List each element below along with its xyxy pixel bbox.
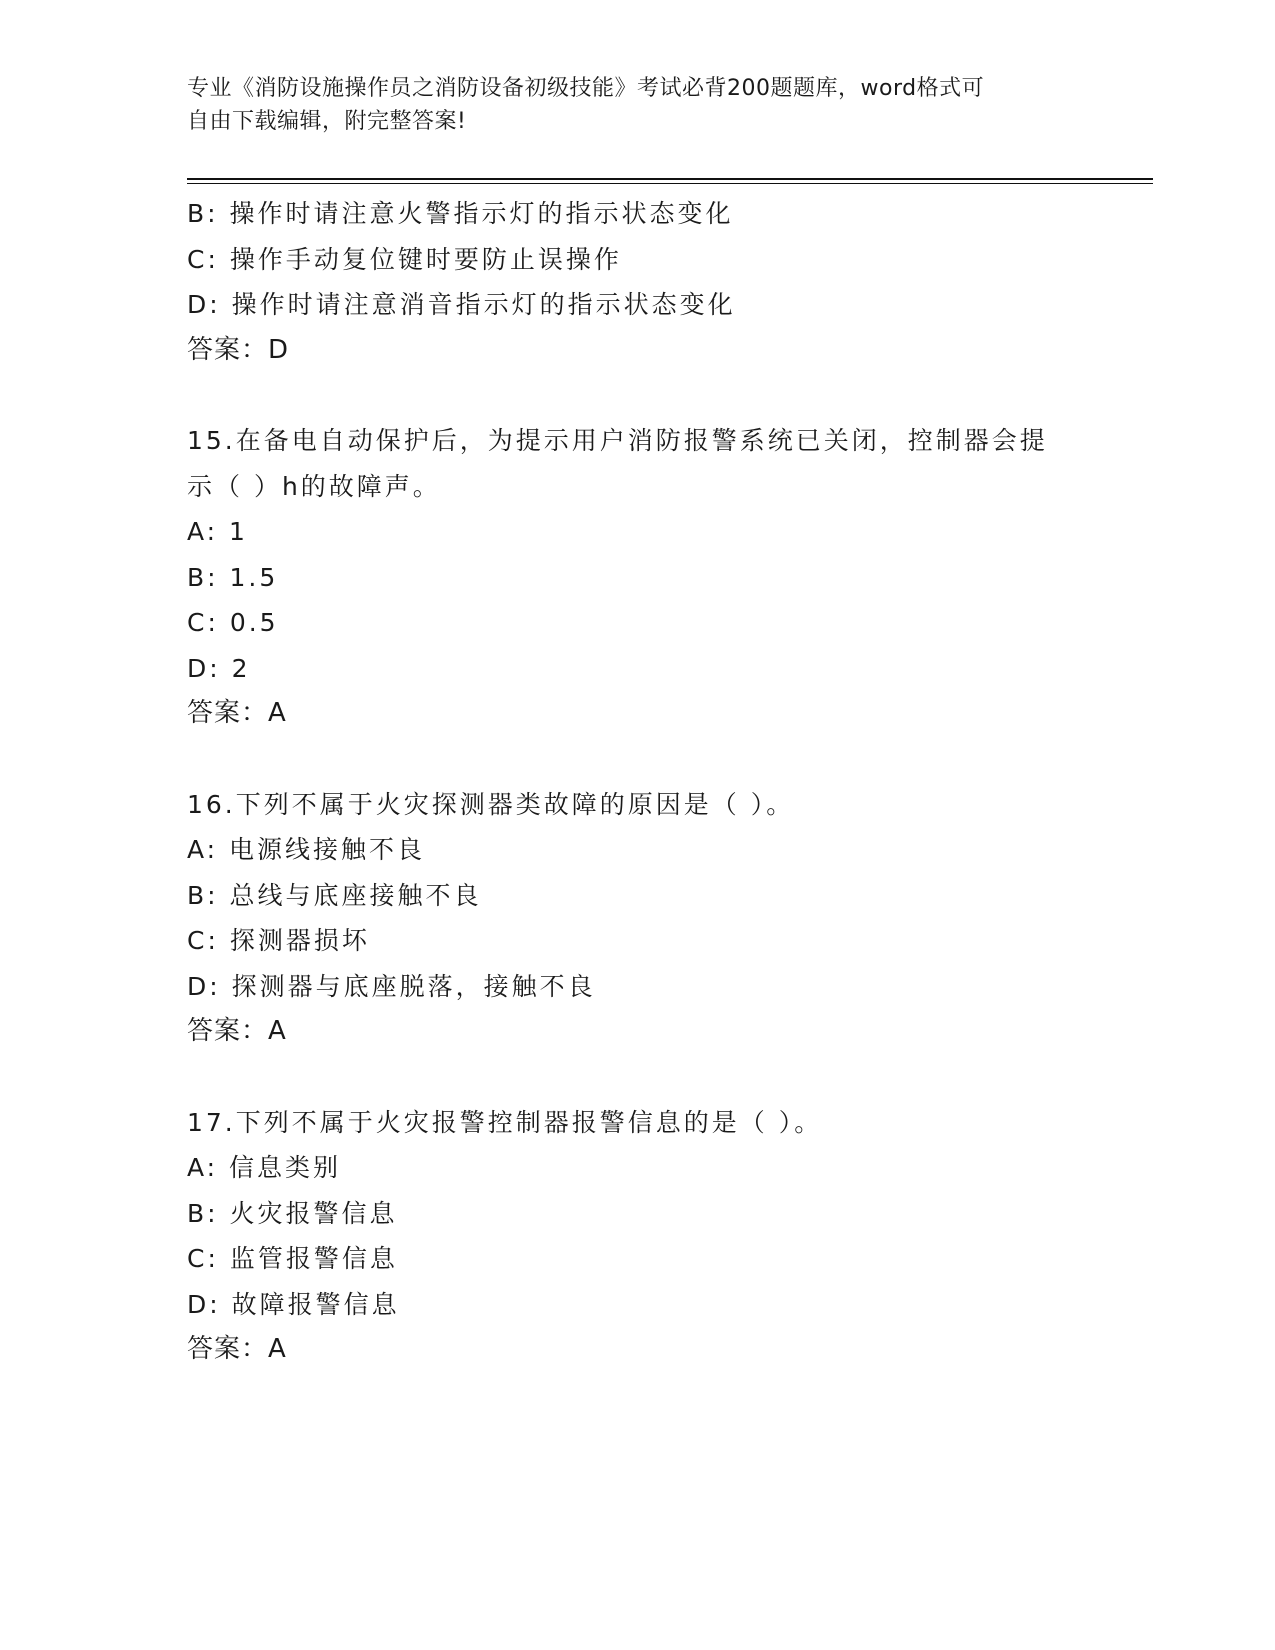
option-b: B: 火灾报警信息: [187, 1198, 398, 1228]
option-c: C: 0.5: [187, 608, 279, 637]
header-rule-thin: [187, 183, 1153, 184]
answer: 答案：A: [187, 698, 287, 728]
question-text: 17.下列不属于火灾报警控制器报警信息的是（ ）。: [187, 1107, 823, 1137]
answer: 答案：A: [187, 1016, 287, 1046]
option-b: B: 1.5: [187, 562, 279, 592]
question-17: [187, 1100, 1107, 1373]
question-text-line-1: 15.在备电自动保护后，为提示用户消防报警系统已关闭，控制器会提: [187, 426, 1048, 455]
option-d: D: 故障报警信息: [187, 1289, 400, 1319]
option-b: B: 操作时请注意火警指示灯的指示状态变化: [187, 199, 734, 228]
page-header: [187, 72, 1087, 138]
header-rule-thick: [187, 178, 1153, 180]
question-spacer: [187, 373, 1107, 418]
option-d: D: 2: [187, 653, 251, 683]
answer: 答案：A: [187, 1334, 287, 1364]
option-d: D: 探测器与底座脱落，接触不良: [187, 971, 596, 1001]
option-a: A: 电源线接触不良: [187, 835, 426, 864]
question-15: [187, 418, 1107, 737]
question-text-line-2: 示（ ）h的故障声。: [187, 471, 441, 501]
option-c: C: 探测器损坏: [187, 926, 370, 955]
option-d: D: 操作时请注意消音指示灯的指示状态变化: [187, 290, 736, 319]
option-a: A: 1: [187, 517, 248, 546]
header-title-line-2: 自由下载编辑，附完整答案!: [187, 109, 467, 134]
option-b: B: 总线与底座接触不良: [187, 880, 482, 910]
question-16: [187, 782, 1107, 1055]
header-title-line-1: 专业《消防设施操作员之消防设备初级技能》考试必背200题题库，word格式可: [187, 76, 985, 101]
option-c: C: 操作手动复位键时要防止误操作: [187, 244, 622, 274]
option-a: A: 信息类别: [187, 1153, 342, 1182]
question-list: [187, 191, 1107, 1373]
question-14-continued: [187, 191, 1107, 373]
question-spacer: [187, 1055, 1107, 1100]
option-c: C: 监管报警信息: [187, 1244, 398, 1273]
answer: 答案：D: [187, 334, 290, 365]
question-text: 16.下列不属于火灾探测器类故障的原因是（ ）。: [187, 789, 795, 819]
question-spacer: [187, 737, 1107, 782]
